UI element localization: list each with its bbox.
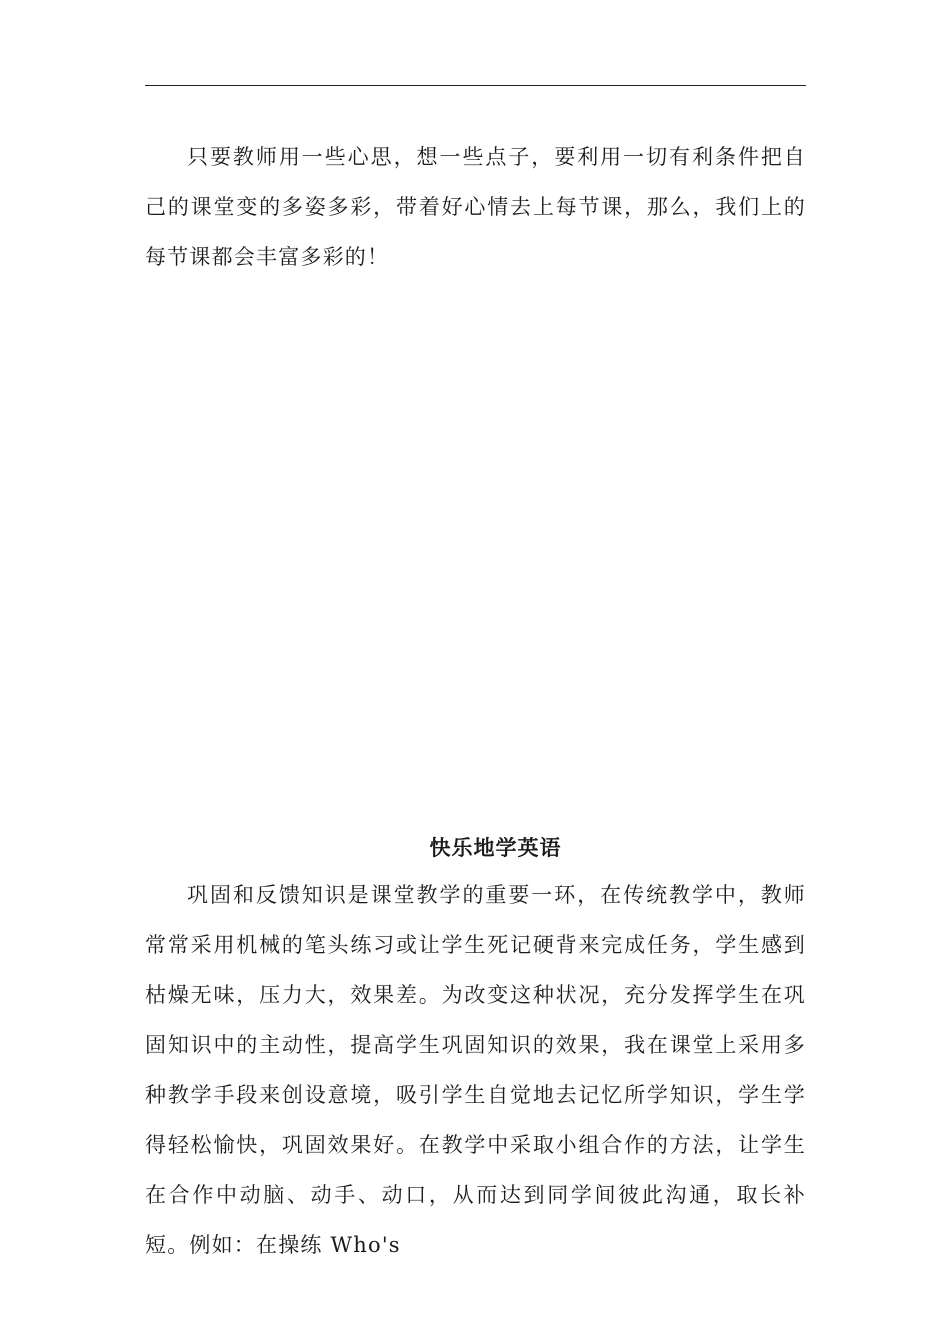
article-paragraph: 巩固和反馈知识是课堂教学的重要一环，在传统教学中，教师常常采用机械的笔头练习或让学生死记硬背来完成任务，学生感到枯燥无味，压力大，效果差。为改变这种状况，充分发挥学生在巩固知识中的主动性，提高学生巩固知识的效果，我在课堂上采用多种教学手段来创设意境，吸引学生自觉地去记忆所学知识，学生学得轻松愉快，巩固效果好。在教学中采取小组合作的方法，让学生在合作中动脑、动手、动口，从而达到同学间彼此沟通，取长补短。例如：在操练 Who's bbox=[145, 883, 806, 1257]
article-title: 快乐地学英语 bbox=[429, 835, 562, 860]
closing-section bbox=[145, 132, 806, 282]
closing-paragraph: 只要教师用一些心思，想一些点子，要利用一切有利条件把自己的课堂变的多姿多彩，带着好心情去上每节课，那么，我们上的每节课都会丰富多彩的！ bbox=[145, 145, 806, 269]
header-rule bbox=[145, 85, 806, 86]
article-section bbox=[145, 826, 806, 1270]
